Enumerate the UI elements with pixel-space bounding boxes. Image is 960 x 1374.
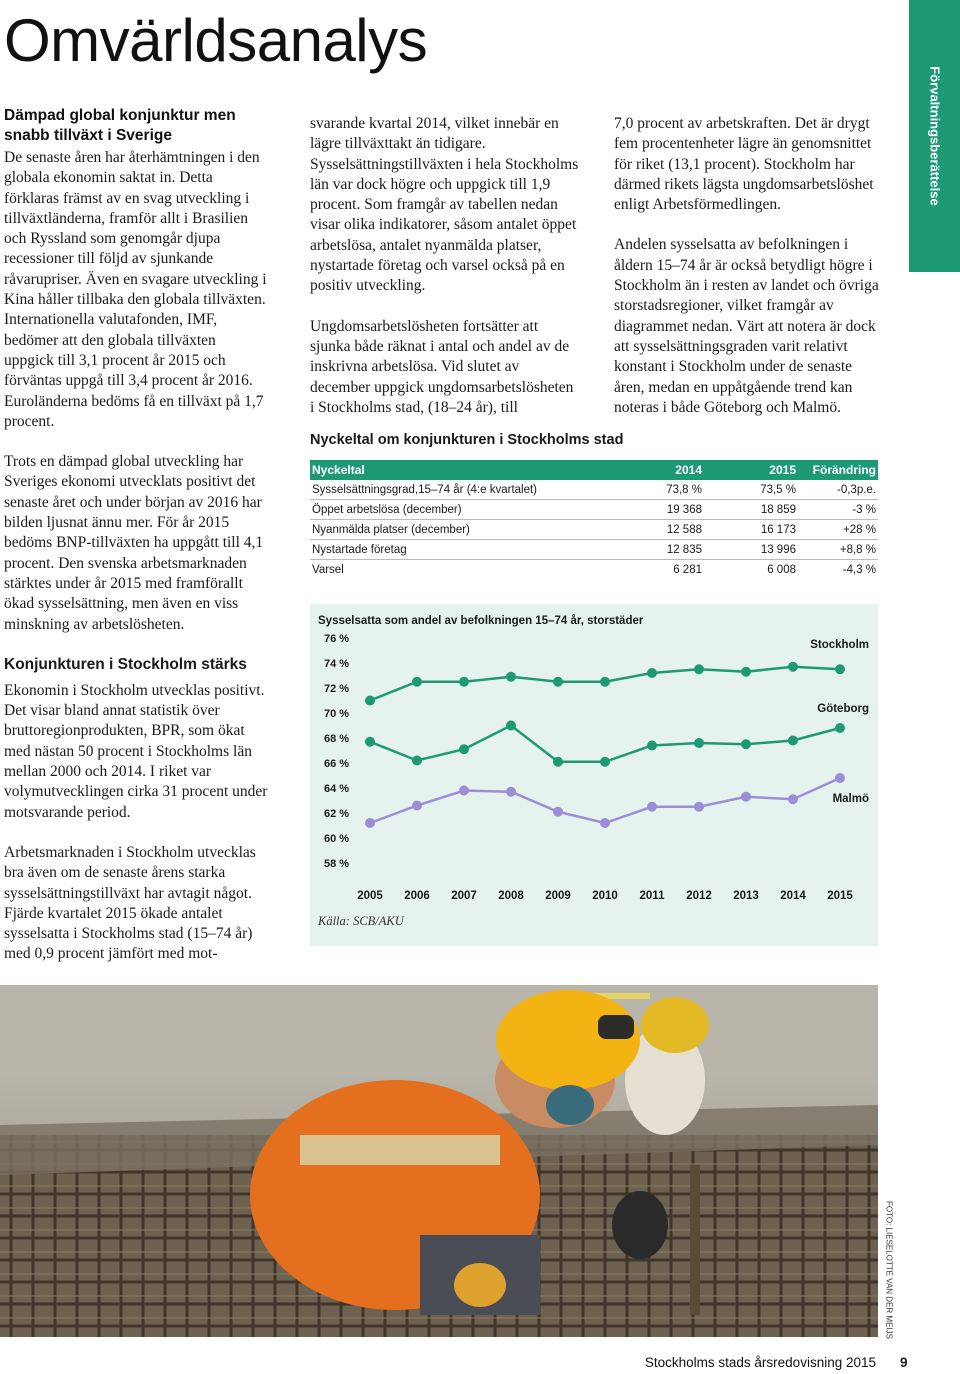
table-cell: Nyanmälda platser (december) (310, 520, 630, 540)
data-point-stockholm (788, 662, 798, 672)
paragraph: Andelen sysselsatta av befolkningen i åldern 15–74 år är också betydligt högre i Stockholm än i resten av landet och övriga storstadsregioner, vilket framgår av diagrammet nedan. Värt att notera är dock att sysselsättningsgraden varit relativt konstant i Stockholm under de senaste åren, medan en uppåtgående trend kan noteras i både Göteborg och Malmö. (614, 236, 879, 416)
series-label-malmo: Malmö (832, 792, 869, 805)
y-tick-label: 76 % (324, 633, 350, 645)
data-point-g-teborg (788, 736, 798, 746)
x-tick-label: 2010 (592, 890, 618, 902)
data-point-malm- (553, 807, 563, 817)
table-row (310, 540, 878, 560)
x-tick-label: 2005 (357, 890, 383, 902)
table-cell: 6 281 (673, 563, 702, 576)
photo-credit-text: FOTO: LIESELOTTE VAN DER MEIJS (884, 1201, 894, 1339)
x-tick-label: 2007 (451, 890, 477, 902)
chart-title: Sysselsatta som andel av befolkningen 15–74 år, storstäder (318, 615, 644, 627)
table-cell: -4,3 % (842, 563, 876, 576)
data-point-stockholm (365, 696, 375, 706)
paragraph: Arbetsmarknaden i Stockholm utvecklas bra även om de senaste årens starka sysselsättningstillväxt har avtagit något. Fjärde kvartalet 2015 ökade antalet sysselsatta i Stockholms stad (15–74 år) med 0,9 procent jämfört med mot- (4, 843, 256, 963)
table-header-row (310, 460, 878, 480)
data-point-stockholm (647, 668, 657, 678)
x-tick-label: 2006 (404, 890, 430, 902)
table-row (310, 560, 878, 580)
chart-source: Källa: SCB/AKU (318, 914, 404, 928)
table-cell: Öppet arbetslösa (december) (310, 500, 630, 520)
table-cell: Nystartade företag (310, 540, 630, 560)
data-point-g-teborg (600, 757, 610, 767)
table-cell: -0,3p.e. (798, 480, 878, 500)
data-point-g-teborg (553, 757, 563, 767)
text-column-2 (310, 114, 580, 438)
employment-chart (310, 604, 878, 946)
data-point-stockholm (506, 672, 516, 682)
data-point-g-teborg (694, 738, 704, 748)
table-title: Nyckeltal om konjunkturen i Stockholms stad (310, 432, 624, 448)
data-point-g-teborg (365, 737, 375, 747)
data-point-stockholm (459, 677, 469, 687)
data-point-malm- (788, 794, 798, 804)
series-line-malm- (370, 778, 840, 823)
data-point-malm- (365, 818, 375, 828)
table-cell: 16 173 (704, 520, 798, 540)
y-tick-label: 64 % (324, 783, 350, 795)
footer-text: Stockholms stads årsredovisning 2015 (644, 1355, 876, 1370)
y-tick-label: 70 % (324, 708, 350, 720)
data-point-stockholm (694, 664, 704, 674)
x-tick-label: 2015 (827, 890, 853, 902)
table-cell: 19 368 (630, 500, 704, 520)
data-point-malm- (741, 792, 751, 802)
table-cell: +28 % (798, 520, 878, 540)
table-cell: Sysselsättningsgrad,15–74 år (4:e kvartalet) (310, 480, 630, 500)
data-point-g-teborg (459, 744, 469, 754)
table-header-cell: 2014 (630, 460, 704, 480)
x-tick-label: 2008 (498, 890, 524, 902)
section-heading: Konjunkturen i Stockholm stärks (4, 655, 247, 673)
data-point-g-teborg (412, 756, 422, 766)
data-point-g-teborg (835, 723, 845, 733)
page-title: Omvärldsanalys (4, 7, 428, 74)
paragraph: Trots en dämpad global utveckling har Sveriges ekonomi utvecklats positivt det senaste året och under början av 2016 har bilden ljusnat ännu mer. För år 2015 bedöms BNP-tillväxten ha uppgått till 4,1 procent. Den svenska arbetsmarknaden stärktes under år 2015 med framförallt ökad sysselsättning, men även en viss minskning av arbetslösheten. (4, 453, 264, 633)
table-cell: 12 835 (630, 540, 704, 560)
text-column-3 (614, 114, 884, 438)
table-row (310, 480, 878, 500)
data-point-g-teborg (741, 739, 751, 749)
data-point-stockholm (835, 664, 845, 674)
data-point-malm- (459, 786, 469, 796)
data-point-stockholm (553, 677, 563, 687)
data-point-stockholm (741, 667, 751, 677)
table-cell: 73,5 % (704, 480, 798, 500)
table-cell: 18 859 (704, 500, 798, 520)
data-point-malm- (506, 787, 516, 797)
paragraph: De senaste åren har återhämtningen i den globala ekonomin saktat in. Detta förklaras främst av en svag utveckling i tillväxtländerna, framför allt i Brasilien och Ryssland som genomgår djupa recessioner till följd av sjunkande råvarupriser. Även en svagare utveckling i Kina håller tillbaka den globala tillväxten. Internationella valutafonden, IMF, bedömer att den globala tillväxten uppgick till 3,1 procent år 2015 och förväntas uppgå till 3,4 procent år 2016. Euroländerna bedöms få en tillväxt på 1,7 procent. (4, 149, 267, 430)
photo-credit (883, 1201, 895, 1339)
table-row (310, 500, 878, 520)
table-header-cell: Förändring (798, 460, 878, 480)
paragraph: 7,0 procent av arbetskraften. Det är drygt fem procentenheter lägre än genomsnittet för riket (13,1 procent). Stockholm har därmed rikets lägsta ungdomsarbetslöshet enligt Arbetsförmedlingen. (614, 115, 874, 214)
table-cell: 12 588 (630, 520, 704, 540)
x-tick-label: 2012 (686, 890, 712, 902)
table-cell: 13 996 (704, 540, 798, 560)
y-tick-label: 68 % (324, 733, 350, 745)
x-tick-label: 2009 (545, 890, 571, 902)
data-point-g-teborg (506, 721, 516, 731)
x-tick-label: 2011 (639, 890, 665, 902)
series-label-goteborg: Göteborg (817, 702, 869, 715)
key-figures-table (310, 460, 878, 579)
table-header-cell: Nyckeltal (310, 460, 630, 480)
table-cell: 6 008 (767, 563, 796, 576)
data-point-malm- (647, 802, 657, 812)
paragraph: svarande kvartal 2014, vilket innebär en lägre tillväxttakt än tidigare. Sysselsättningstillväxten i hela Stockholms län var dock högre och uppgick till 1,9 procent. Som framgår av tabellen nedan visar olika indikatorer, såsom antalet öppet arbetslösa, antalet nyanmälda platser, nystartade företag och varsel också på en positiv utveckling. (310, 115, 579, 295)
data-point-stockholm (600, 677, 610, 687)
text-column-1 (4, 106, 269, 985)
y-tick-label: 60 % (324, 833, 350, 845)
section-heading: Dämpad global konjunktur men snabb tillväxt i Sverige (4, 107, 236, 144)
y-tick-label: 62 % (324, 808, 350, 820)
section-tab (909, 0, 960, 272)
page-number: 9 (900, 1355, 908, 1370)
data-point-malm- (835, 773, 845, 783)
paragraph: Ekonomin i Stockholm utvecklas positivt. Det visar bland annat statistik över bruttoregionprodukten, BPR, som ökat med nästan 50 procent i Stockholms län mellan 2000 och 2014. I riket var volymutvecklingen cirka 31 procent under motsvarande period. (4, 681, 268, 821)
data-point-malm- (694, 802, 704, 812)
x-tick-label: 2014 (780, 890, 806, 902)
data-point-malm- (600, 818, 610, 828)
series-label-stockholm: Stockholm (810, 639, 869, 651)
data-point-g-teborg (647, 741, 657, 751)
table-cell: 73,8 % (630, 480, 704, 500)
construction-workers-photo (0, 985, 878, 1337)
y-tick-label: 58 % (324, 858, 350, 870)
paragraph: Ungdomsarbetslösheten fortsätter att sjunka både räknat i antal och andel av de inskrivna arbetslösa. Vid slutet av december uppgick ungdomsarbetslösheten i Stockholms stad, (18–24 år), till (310, 317, 574, 416)
table-header-cell: 2015 (704, 460, 798, 480)
y-tick-label: 72 % (324, 683, 350, 695)
table-cell: +8,8 % (798, 540, 878, 560)
section-tab-label: Förvaltningsberättelse (927, 66, 942, 206)
y-tick-label: 74 % (324, 658, 350, 670)
x-tick-label: 2013 (733, 890, 759, 902)
table-cell: -3 % (798, 500, 878, 520)
data-point-stockholm (412, 677, 422, 687)
table-row (310, 520, 878, 540)
table-cell: Varsel (312, 563, 344, 576)
y-tick-label: 66 % (324, 758, 350, 770)
data-point-malm- (412, 801, 422, 811)
chart-svg (310, 604, 878, 946)
series-line-g-teborg (370, 726, 840, 762)
